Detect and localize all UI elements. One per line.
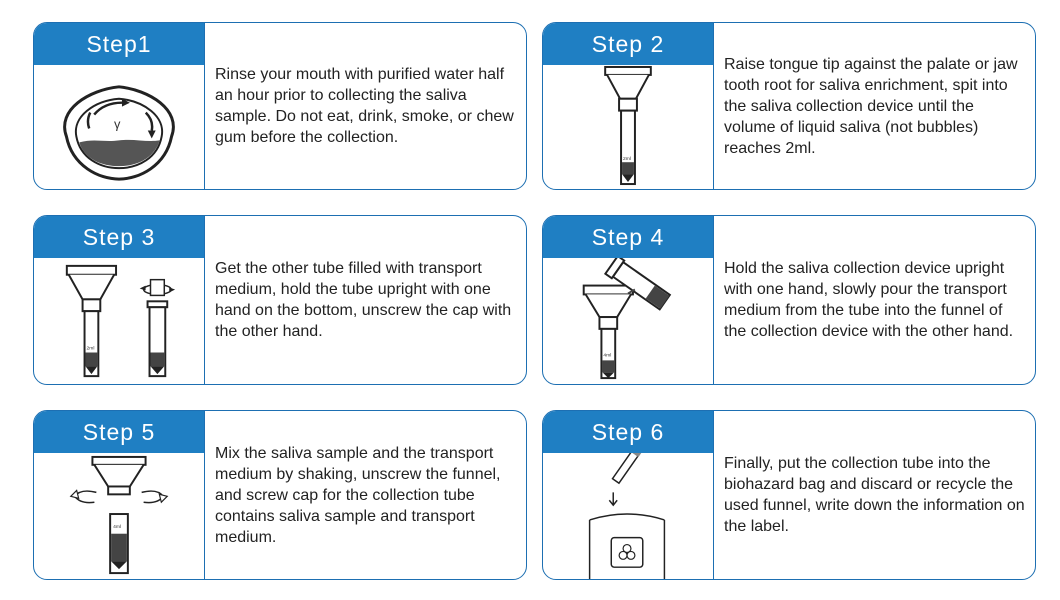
mouth-rinse-icon [34,65,204,189]
biohazard-bag-icon [543,453,713,579]
pour-medium-icon [543,258,713,384]
svg-text:γ: γ [114,116,121,132]
step-description: Hold the saliva collection device upright with one hand, slowly pour the transport medium from the tube into the funnel of the collection device with the other hand. [724,260,1014,340]
step-left-panel [34,411,205,579]
step-left-panel [543,23,714,189]
step-label: Step 4 [543,216,713,258]
svg-text:2ml: 2ml [86,346,95,352]
step-label: Step1 [34,23,204,65]
step-label: Step 2 [543,23,713,65]
step-label: Step 5 [34,411,204,453]
step-label: Step 3 [34,216,204,258]
step-left-panel [34,216,205,384]
step-card-5 [33,410,527,580]
step-card-2 [542,22,1036,190]
funnel-tube-icon [543,65,713,189]
step-left-panel [543,411,714,579]
step-description: Rinse your mouth with purified water half an hour prior to collecting the saliva sample. Do not eat, drink, smoke, or chew gum before the collection. [215,66,514,146]
step-card-4 [542,215,1036,385]
step-description: Raise tongue tip against the palate or jaw tooth root for saliva enrichment, spit into the saliva collection device until the volume of liquid saliva (not bubbles) reaches 2ml. [724,55,1018,157]
unscrew-funnel-icon [34,453,204,579]
step-card-6 [542,410,1036,580]
svg-text:4ml: 4ml [113,524,122,530]
step-card-1 [33,22,527,190]
unscrew-cap-icon [34,258,204,384]
step-description: Mix the saliva sample and the transport medium by shaking, unscrew the funnel, and screw cap for the collection tube contains saliva sample and transport medium. [215,444,501,546]
step-label: Step 6 [543,411,713,453]
step-description: Finally, put the collection tube into the biohazard bag and discard or recycle the used funnel, write down the information on the label. [724,455,1025,535]
svg-text:4ml: 4ml [603,353,612,359]
step-card-3 [33,215,527,385]
step-description: Get the other tube filled with transport medium, hold the tube upright with one hand on the bottom, unscrew the cap with the other hand. [215,260,512,340]
step-left-panel [543,216,714,384]
step-left-panel [34,23,205,189]
svg-text:2ml: 2ml [623,157,632,163]
